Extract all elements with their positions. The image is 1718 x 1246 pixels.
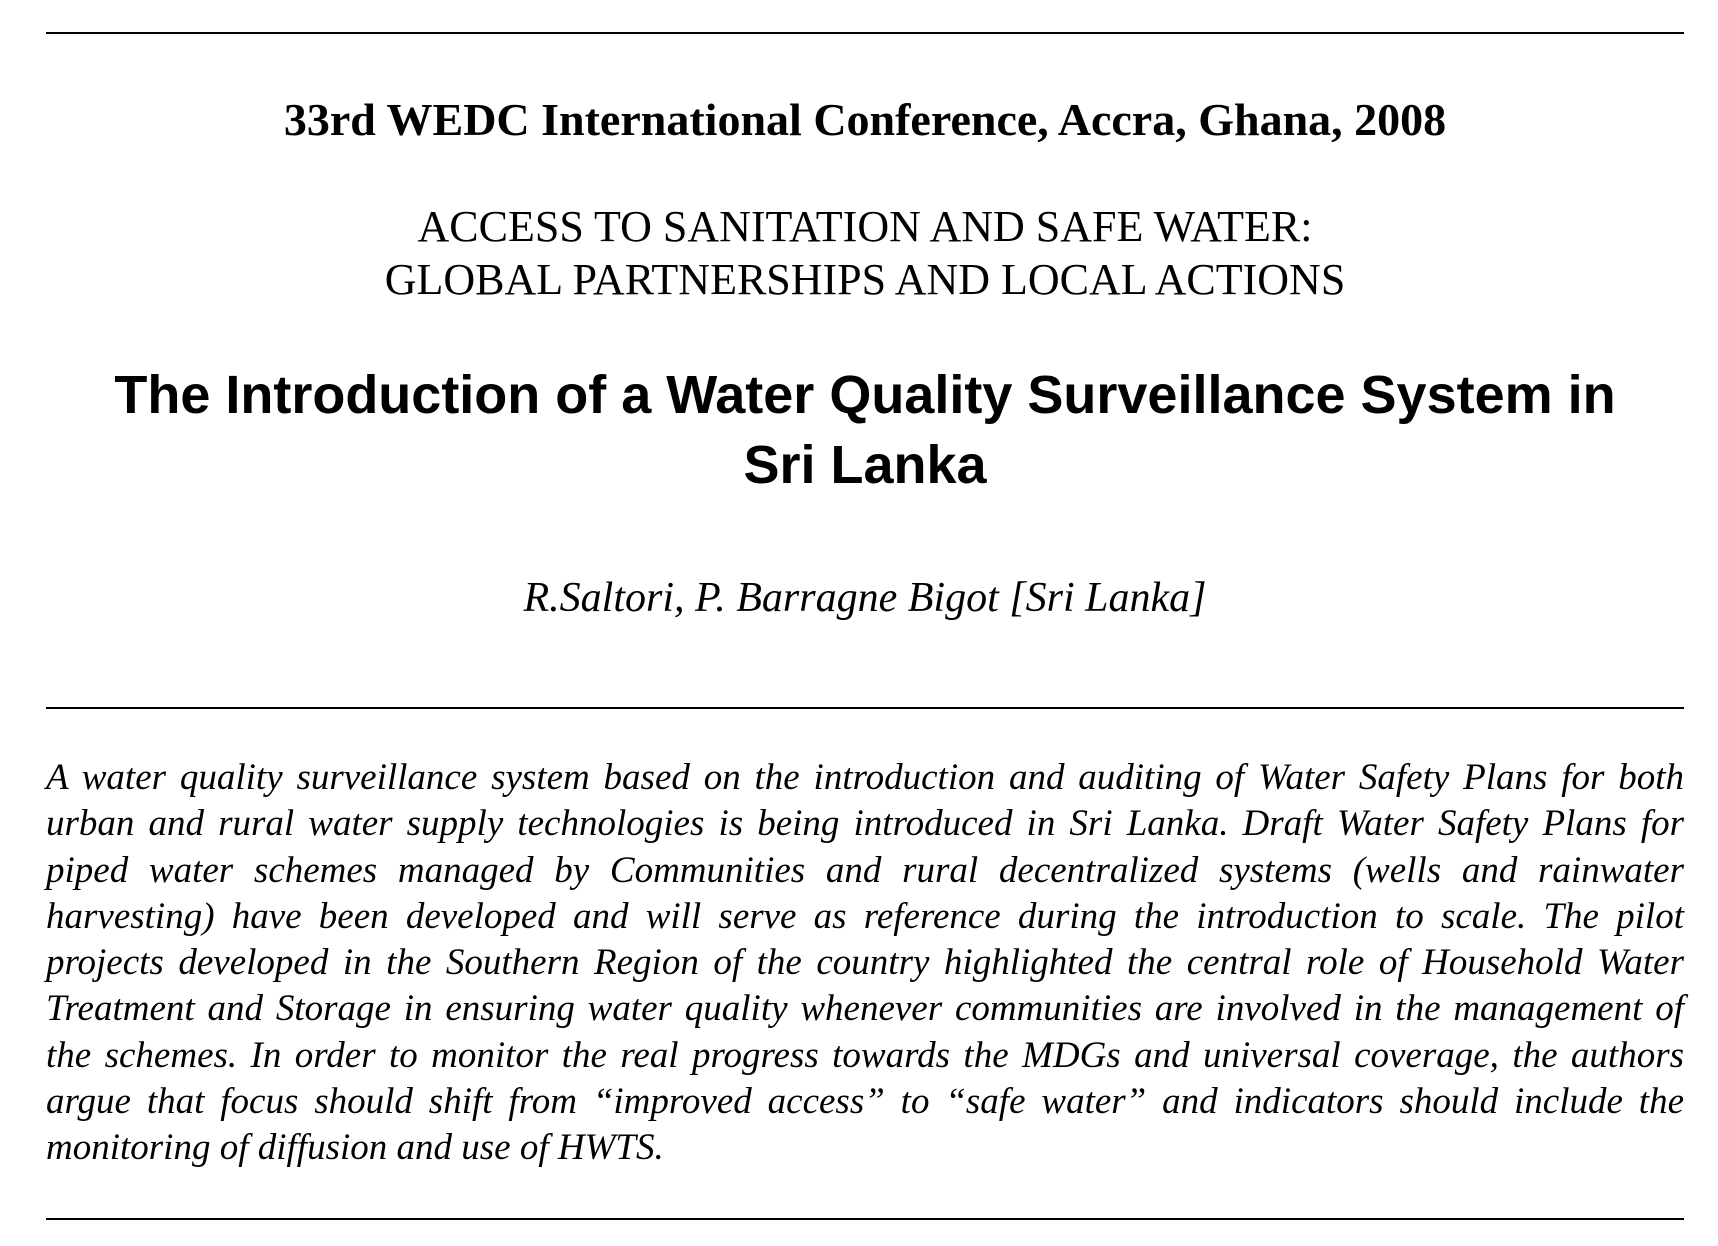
abstract-top-rule [46, 707, 1684, 709]
conference-theme [46, 200, 1684, 306]
paper-title-line-2: Sri Lanka [743, 435, 987, 495]
authors: R.Saltori, P. Barragne Bigot [Sri Lanka] [523, 575, 1207, 621]
paper-title [30, 360, 1700, 500]
conference-heading: 33rd WEDC International Conference, Accra, Ghana, 2008 [283, 94, 1447, 145]
theme-line-2: GLOBAL PARTNERSHIPS AND LOCAL ACTIONS [384, 255, 1346, 304]
theme-line-1: ACCESS TO SANITATION AND SAFE WATER: [417, 202, 1313, 251]
abstract-bottom-rule [46, 1218, 1684, 1220]
abstract-text: A water quality surveillance system based on the introduction and auditing of Water Safety Plans for both urban and rural water supply technologies is being introduced in Sri Lanka. Draft Water Safety Plans for piped water schemes managed by Communities and rural decentralized systems (wells and rainwater harvesting) have been developed and will serve as reference during the introduction to scale. The pilot projects developed in the Southern Region of the country highlighted the central role of Household Water Treatment and Storage in ensuring water quality whenever communities are involved in the management of the schemes. In order to monitor the real progress towards the MDGs and universal coverage, the authors argue that focus should shift from “improved access” to “safe water” and indicators should include the monitoring of diffusion and use of HWTS. [46, 757, 1684, 1169]
paper-title-line-1: The Introduction of a Water Quality Surveillance System in [114, 365, 1616, 425]
top-rule [46, 32, 1684, 34]
